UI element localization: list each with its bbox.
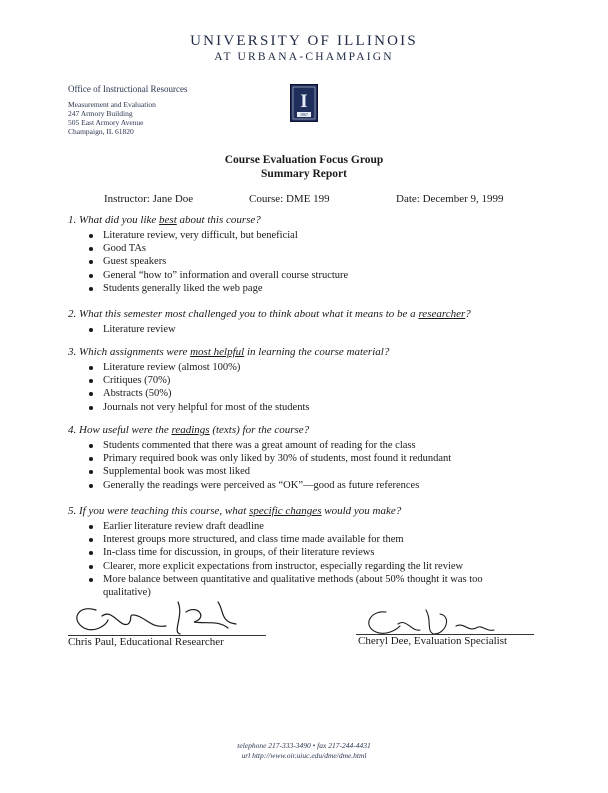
list-item: General “how to” information and overall course structure: [68, 269, 588, 282]
list-item: Students generally liked the web page: [68, 282, 588, 295]
question-heading: 4. How useful were the readings (texts) for the course?: [68, 424, 310, 436]
question-section-2: [68, 308, 588, 336]
bullet-icon: [89, 525, 93, 529]
office-address-block: [68, 84, 188, 136]
bullet-icon: [89, 234, 93, 238]
list-item: Supplemental book was most liked: [68, 465, 588, 478]
list-item: Primary required book was only liked by 30% of students, most found it redundant: [68, 452, 588, 465]
signature-scrawl-icon: [356, 604, 534, 638]
bullet-icon: [89, 578, 93, 582]
bullet-icon: [89, 392, 93, 396]
bullet-icon: [89, 328, 93, 332]
address-line: Measurement and Evaluation: [68, 100, 156, 109]
bullet-icon: [89, 260, 93, 264]
address-line: 505 East Armory Avenue: [68, 118, 144, 127]
list-item: Clearer, more explicit expectations from instructor, especially regarding the lit review: [68, 560, 588, 573]
bullet-icon: [89, 287, 93, 291]
bullet-icon: [89, 565, 93, 569]
list-item: More balance between quantitative and qualitative methods (about 50% thought it was too qualitative): [68, 573, 513, 599]
list-item: Guest speakers: [68, 255, 588, 268]
question-section-5: [68, 505, 588, 599]
list-item: Literature review, very difficult, but beneficial: [68, 229, 588, 242]
bullet-icon: [89, 470, 93, 474]
bullet-icon: [89, 538, 93, 542]
report-title: Course Evaluation Focus Group: [224, 154, 384, 166]
signature-block-specialist: [356, 604, 534, 654]
footer-contact: [0, 741, 608, 761]
signature-caption-right: Cheryl Dee, Evaluation Specialist: [358, 635, 508, 647]
question-heading: 1. What did you like best about this course?: [68, 214, 261, 226]
list-item: Abstracts (50%): [68, 387, 588, 400]
list-item: Interest groups more structured, and class time made available for them: [68, 533, 588, 546]
question-section-4: [68, 424, 588, 492]
date-field: Date: December 9, 1999: [396, 193, 504, 205]
address-line: Champaign, IL 61820: [68, 127, 134, 136]
question-heading: 5. If you were teaching this course, what specific changes would you make?: [68, 505, 402, 517]
question-section-3: [68, 346, 588, 414]
list-item: In-class time for discussion, in groups, of their literature reviews: [68, 546, 588, 559]
university-seal-logo: [290, 84, 318, 122]
seal-letter: I: [300, 91, 308, 112]
list-item: Literature review (almost 100%): [68, 361, 588, 374]
instructor-field: Instructor: Jane Doe: [104, 193, 194, 205]
list-item: Earlier literature review draft deadline: [68, 520, 588, 533]
list-item: Students commented that there was a great amount of reading for the class: [68, 439, 588, 452]
footer-url-line: url http://www.oir.uiuc.edu/dme/dme.html: [241, 751, 367, 760]
bullet-icon: [89, 379, 93, 383]
bullet-icon: [89, 551, 93, 555]
question-heading: 2. What this semester most challenged you to think about what it means to be a researcher?: [68, 308, 471, 320]
footer-phone-line: telephone 217-333-3490 • fax 217-244-4431: [237, 741, 371, 750]
signature-scrawl-icon: [68, 598, 268, 638]
question-heading: 3. Which assignments were most helpful in learning the course material?: [68, 346, 390, 358]
signature-caption-left: Chris Paul, Educational Researcher: [68, 636, 224, 648]
address-line: 247 Armory Building: [68, 109, 133, 118]
report-title-block: [0, 153, 608, 181]
signature-block-researcher: [68, 598, 268, 658]
list-item: Good TAs: [68, 242, 588, 255]
university-name: UNIVERSITY OF ILLINOIS: [190, 33, 418, 49]
bullet-icon: [89, 484, 93, 488]
course-field: Course: DME 199: [249, 193, 330, 205]
list-item: Literature review: [68, 323, 588, 336]
question-section-1: [68, 214, 588, 295]
list-item: Generally the readings were perceived as “OK”—good as future references: [68, 479, 588, 492]
campus-name: AT URBANA-CHAMPAIGN: [214, 51, 394, 63]
list-item: Journals not very helpful for most of the students: [68, 401, 588, 414]
bullet-icon: [89, 366, 93, 370]
seal-year: 1867: [300, 112, 308, 118]
bullet-icon: [89, 406, 93, 410]
bullet-icon: [89, 457, 93, 461]
bullet-icon: [89, 247, 93, 251]
bullet-icon: [89, 274, 93, 278]
bullet-icon: [89, 444, 93, 448]
office-title: Office of Instructional Resources: [68, 84, 188, 94]
report-subtitle: Summary Report: [261, 168, 347, 180]
list-item: Critiques (70%): [68, 374, 588, 387]
